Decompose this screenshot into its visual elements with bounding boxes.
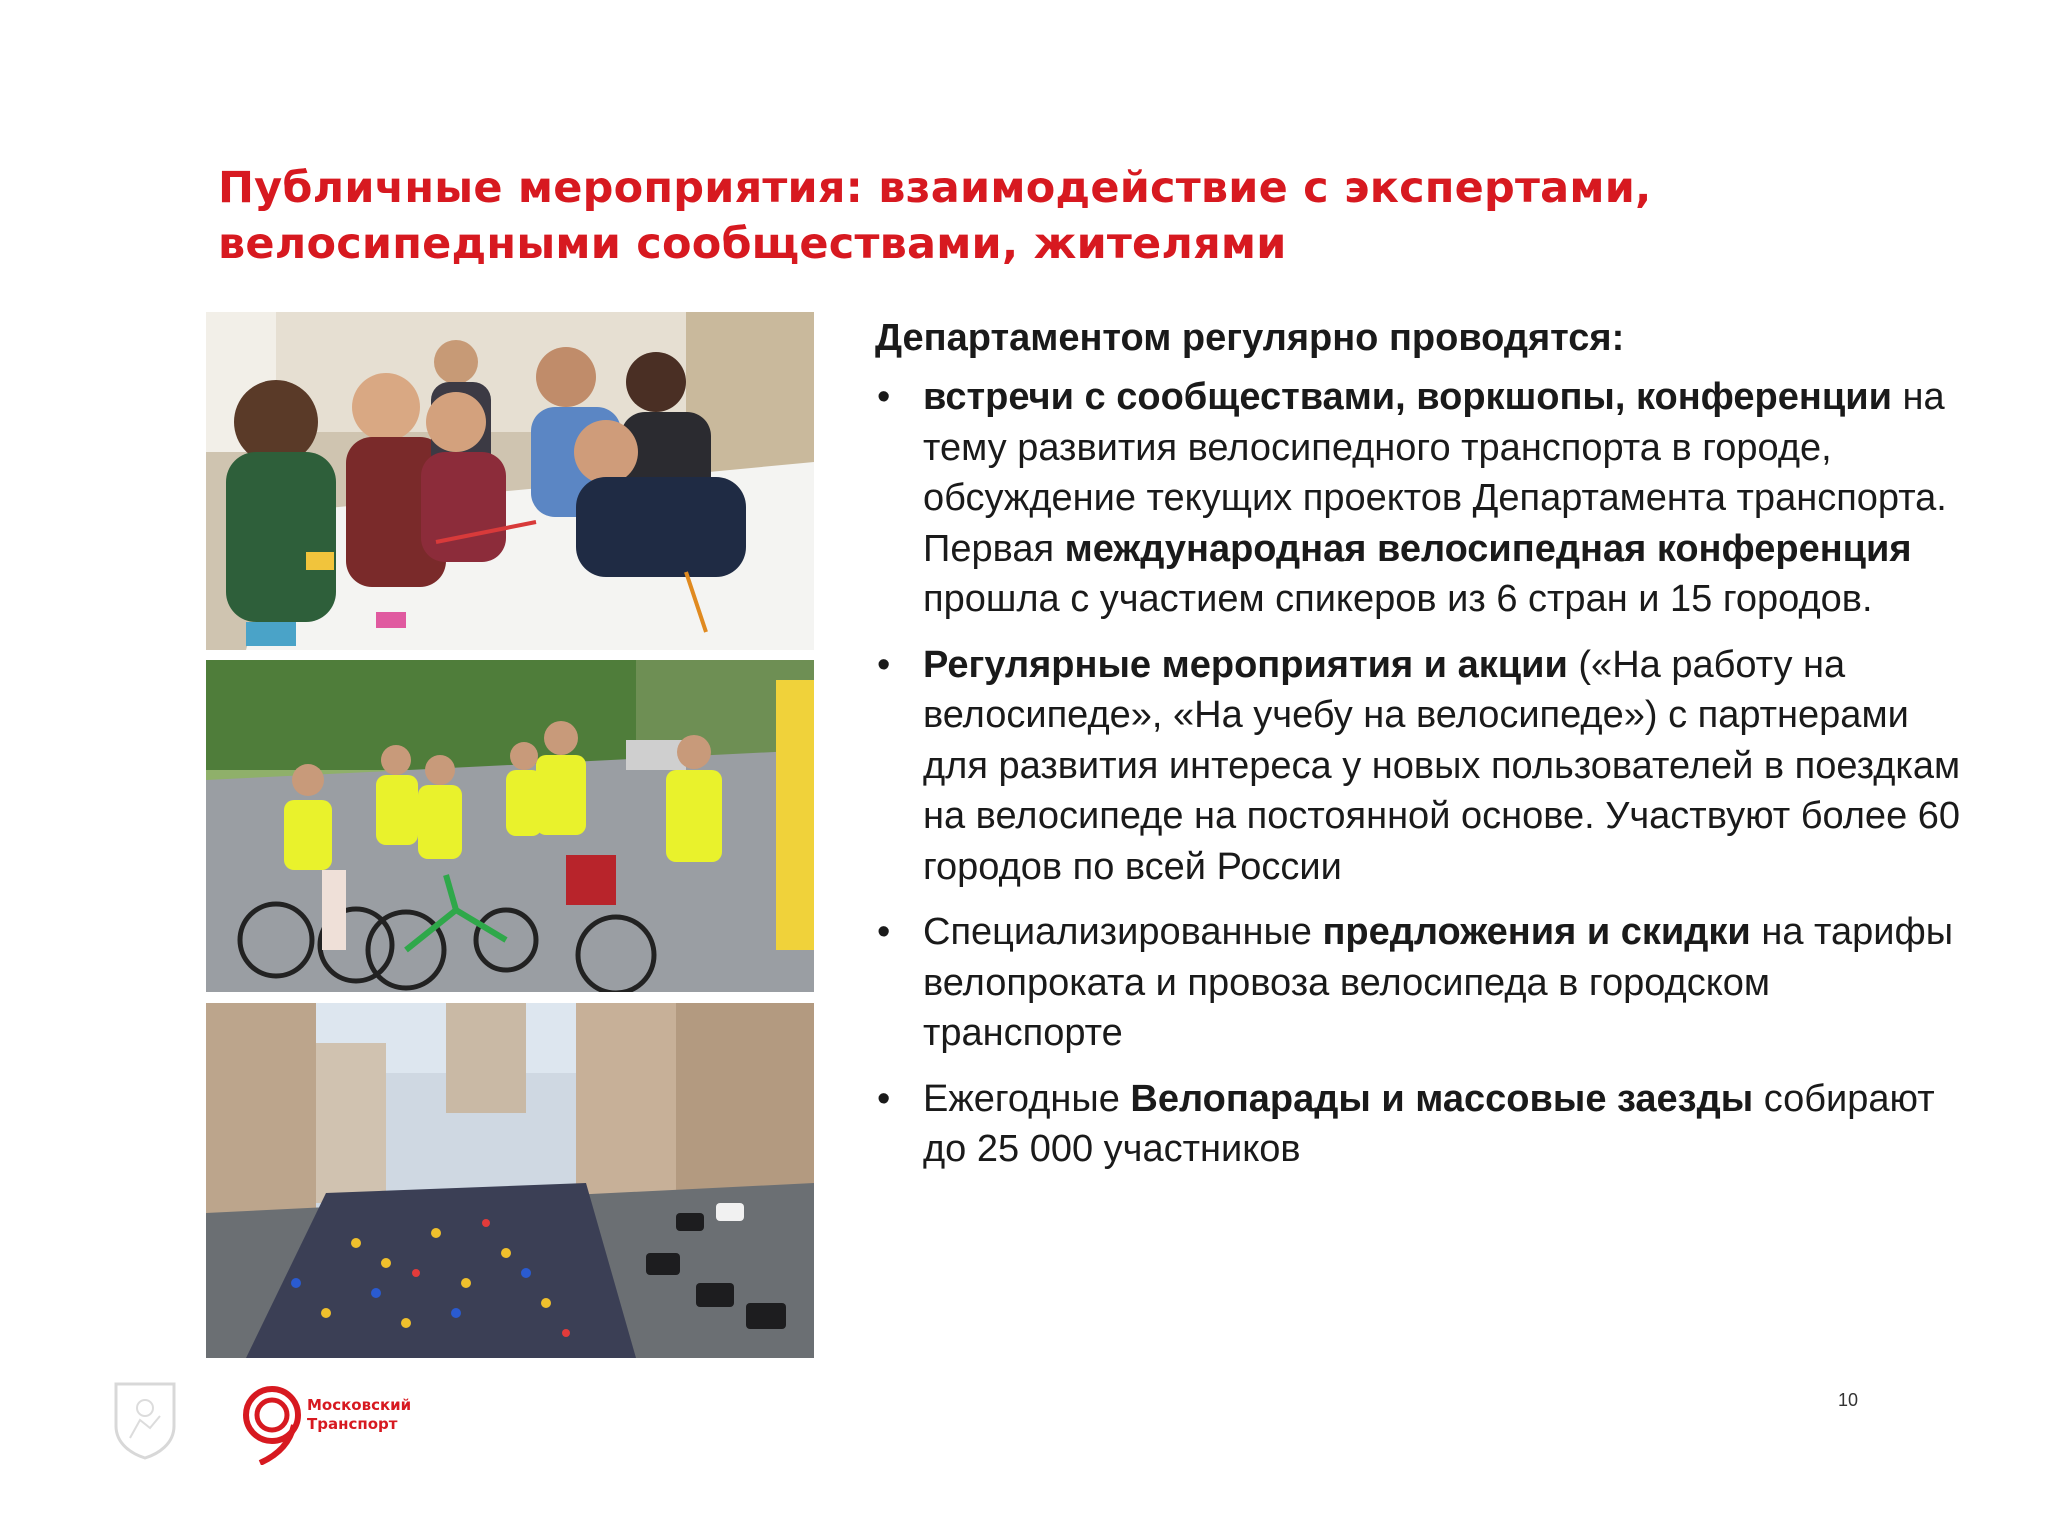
lead-text: Департаментом регулярно проводятся: (875, 317, 1625, 359)
bullet-text: Специализированные (923, 911, 1323, 953)
list-item (875, 1074, 1965, 1175)
slide-title: Публичные мероприятия: взаимодействие с экспертами, велосипедными сообществами, жителями (218, 163, 1652, 269)
bullet-bold-text: встречи с сообществами, воркшопы, конференции (923, 376, 1892, 418)
moscow-transport-logo-icon (236, 1385, 308, 1465)
bullet-text: на тему развития велосипедного транспорта в городе, обсуждение текущих проектов Департамента транспорта. (923, 376, 1947, 519)
bullet-list (875, 372, 1965, 1175)
bullet-text: прошла с участием спикеров из 6 стран и 15 городов. (923, 578, 1873, 620)
bike-parade-photo (206, 1003, 814, 1358)
moscow-coat-of-arms-icon (112, 1380, 178, 1460)
bullet-bold-text: предложения и скидки (1322, 911, 1751, 953)
bullet-text: собирают до 25 000 участников (923, 1077, 1935, 1170)
bullet-dot: • (877, 1077, 891, 1120)
moscow-transport-logo-text (307, 1396, 411, 1434)
bullet-bold-text: Регулярные мероприятия и акции (923, 643, 1568, 686)
bullet-bold-text: международная велосипедная конференция (1064, 527, 1912, 570)
logo-line-1: Московский (307, 1396, 412, 1414)
bullet-dot: • (877, 376, 891, 418)
bullet-text: Ежегодные (923, 1077, 1131, 1120)
page-number: 10 (1837, 1390, 1858, 1410)
list-item (875, 907, 1965, 1059)
bullet-dot: • (877, 911, 891, 953)
workshop-photo (206, 312, 814, 650)
list-item (875, 640, 1965, 893)
cyclists-vests-photo (206, 660, 814, 992)
bullet-bold-text: Велопарады и массовые заезды (1130, 1077, 1754, 1120)
logo-line-2: Транспорт (307, 1415, 398, 1433)
bullet-text: на тарифы велопроката и провоза велосипеда в городском транспорте (923, 911, 1954, 1054)
content-block (875, 312, 1965, 1190)
bullet-text: («На работу на велосипеде», «На учебу на велосипеде») с партнерами для развития интереса у новых пользователей в поездкам на велосипеде на постоянной основе. Участвуют более 60 городов по всей России (923, 643, 1961, 888)
bullet-dot: • (877, 643, 891, 686)
bullet-text: Первая (923, 527, 1065, 570)
list-item (875, 372, 1965, 625)
